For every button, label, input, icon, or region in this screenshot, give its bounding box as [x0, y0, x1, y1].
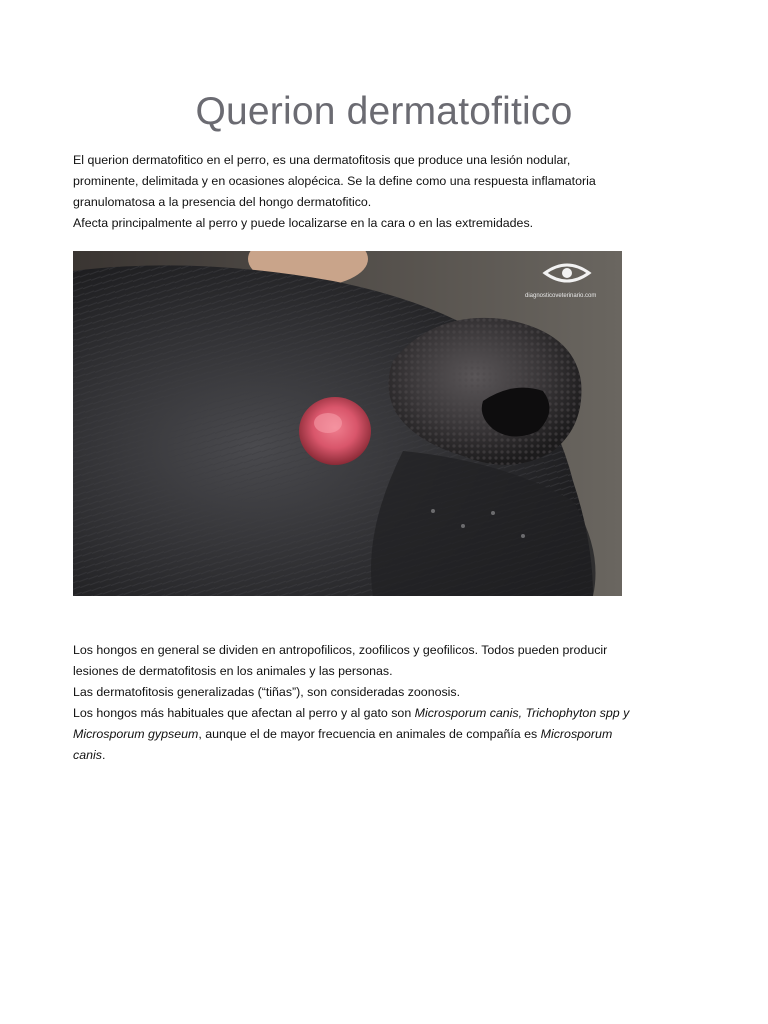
photo-illustration [73, 251, 622, 596]
body-line: Los hongos en general se dividen en antropofilicos, zoofilicos y geofilicos. Todos pueden producir [73, 643, 608, 657]
body-line: lesiones de dermatofitosis en los animales y las personas. [73, 664, 393, 678]
intro-line: Afecta principalmente al perro y puede localizarse en la cara o en las extremidades. [73, 216, 534, 230]
species-names: Microsporum canis, Trichophyton spp y [414, 706, 630, 720]
body-text: Los hongos más habituales que afectan al perro y al gato son [73, 706, 415, 720]
watermark-text: diagnosticoveterinario.com [525, 293, 597, 299]
species-name: canis [73, 748, 102, 762]
body-text: , aunque el de mayor frecuencia en animales de compañía es [198, 727, 541, 741]
intro-line: granulomatosa a la presencia del hongo dermatofitico. [73, 195, 372, 209]
species-name: Microsporum [540, 727, 613, 741]
body-text: . [101, 748, 106, 762]
body-line: Las dermatofitosis generalizadas (“tiñas”), son consideradas zoonosis. [73, 685, 461, 699]
intro-paragraph [73, 150, 673, 234]
body-line [73, 724, 673, 745]
body-paragraph [73, 640, 673, 766]
species-name: Microsporum gypseum [73, 727, 199, 741]
dog-nose-lesion-photo [73, 251, 622, 596]
intro-line: prominente, delimitada y en ocasiones alopécica. Se la define como una respuesta inflamatoria [73, 174, 596, 188]
body-line [73, 745, 673, 766]
body-line [73, 703, 673, 724]
page-title: Querion dermatofitico [195, 90, 573, 133]
intro-line: El querion dermatofitico en el perro, es una dermatofitosis que produce una lesión nodular, [73, 153, 571, 167]
